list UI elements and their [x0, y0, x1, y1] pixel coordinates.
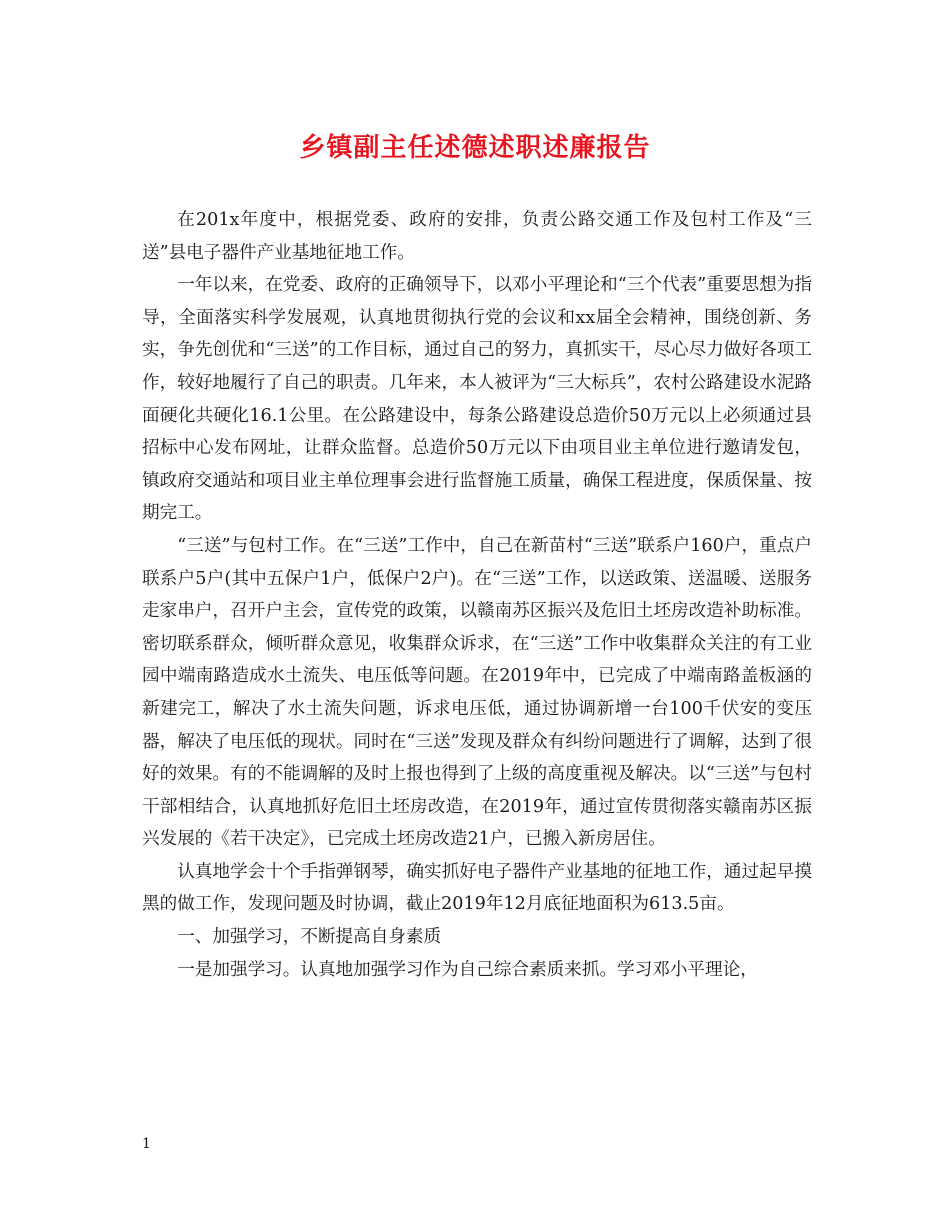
paragraph-work-summary: 一年以来，在党委、政府的正确领导下，以邓小平理论和“三个代表”重要思想为指导，全面落实科学发展观，认真地贯彻执行党的会议和xx届全会精神，围绕创新、务实，争先创优和“三送”的工作目标，通过自己的努力，真抓实干，尽心尽力做好各项工作，较好地履行了自己的职责。几年来，本人被评为“三大标兵”，农村公路建设水泥路面硬化共硬化16.1公里。在公路建设中，每条公路建设总造价50万元以上必须通过县招标中心发布网址，让群众监督。总造价50万元以下由项目业主单位进行邀请发包，镇政府交通站和项目业主单位理事会进行监督施工质量，确保工程进度，保质保量、按期完工。: [142, 275, 812, 524]
page-number: 1: [142, 1136, 151, 1152]
paragraph-land-acquisition: 认真地学会十个手指弹钢琴，确实抓好电子器件产业基地的征地工作，通过起早摸黑的做工作，发现问题及时协调，截止2019年12月底征地面积为613.5亩。: [142, 861, 812, 915]
paragraph-sansong-work: “三送”与包村工作。在“三送”工作中，自己在新苗村“三送”联系户160户，重点户联系户5户(其中五保户1户，低保户2户)。在“三送”工作，以送政策、送温暖、送服务走家串户，召开户主会，宣传党的政策，以赣南苏区振兴及危旧土坯房改造补助标准。密切联系群众，倾听群众意见，收集群众诉求，在“三送”工作中收集群众关注的有工业园中端南路造成水土流失、电压低等问题。在2019年中，已完成了中端南路盖板涵的新建完工，解决了水土流失问题，诉求电压低，通过协调新增一台100千伏安的变压器，解决了电压低的现状。同时在“三送”发现及群众有纠纷问题进行了调解，达到了很好的效果。有的不能调解的及时上报也得到了上级的高度重视及解决。以“三送”与包村干部相结合，认真地抓好危旧土坯房改造，在2019年，通过宣传贯彻落实赣南苏区振兴发展的《若干决定》，已完成土坯房改造21户，已搬入新房居住。: [142, 535, 812, 850]
section-heading-study: 一、加强学习，不断提高自身素质: [177, 927, 442, 948]
paragraph-assignment: 在201x年度中，根据党委、政府的安排，负责公路交通工作及包村工作及“三送”县电子器件产业基地征地工作。: [142, 210, 812, 263]
document-title: 乡镇副主任述德述职述廉报告: [299, 133, 651, 163]
paragraph-study: 一是加强学习。认真地加强学习作为自己综合素质来抓。学习邓小平理论，: [177, 959, 758, 980]
document-body: [142, 204, 812, 986]
